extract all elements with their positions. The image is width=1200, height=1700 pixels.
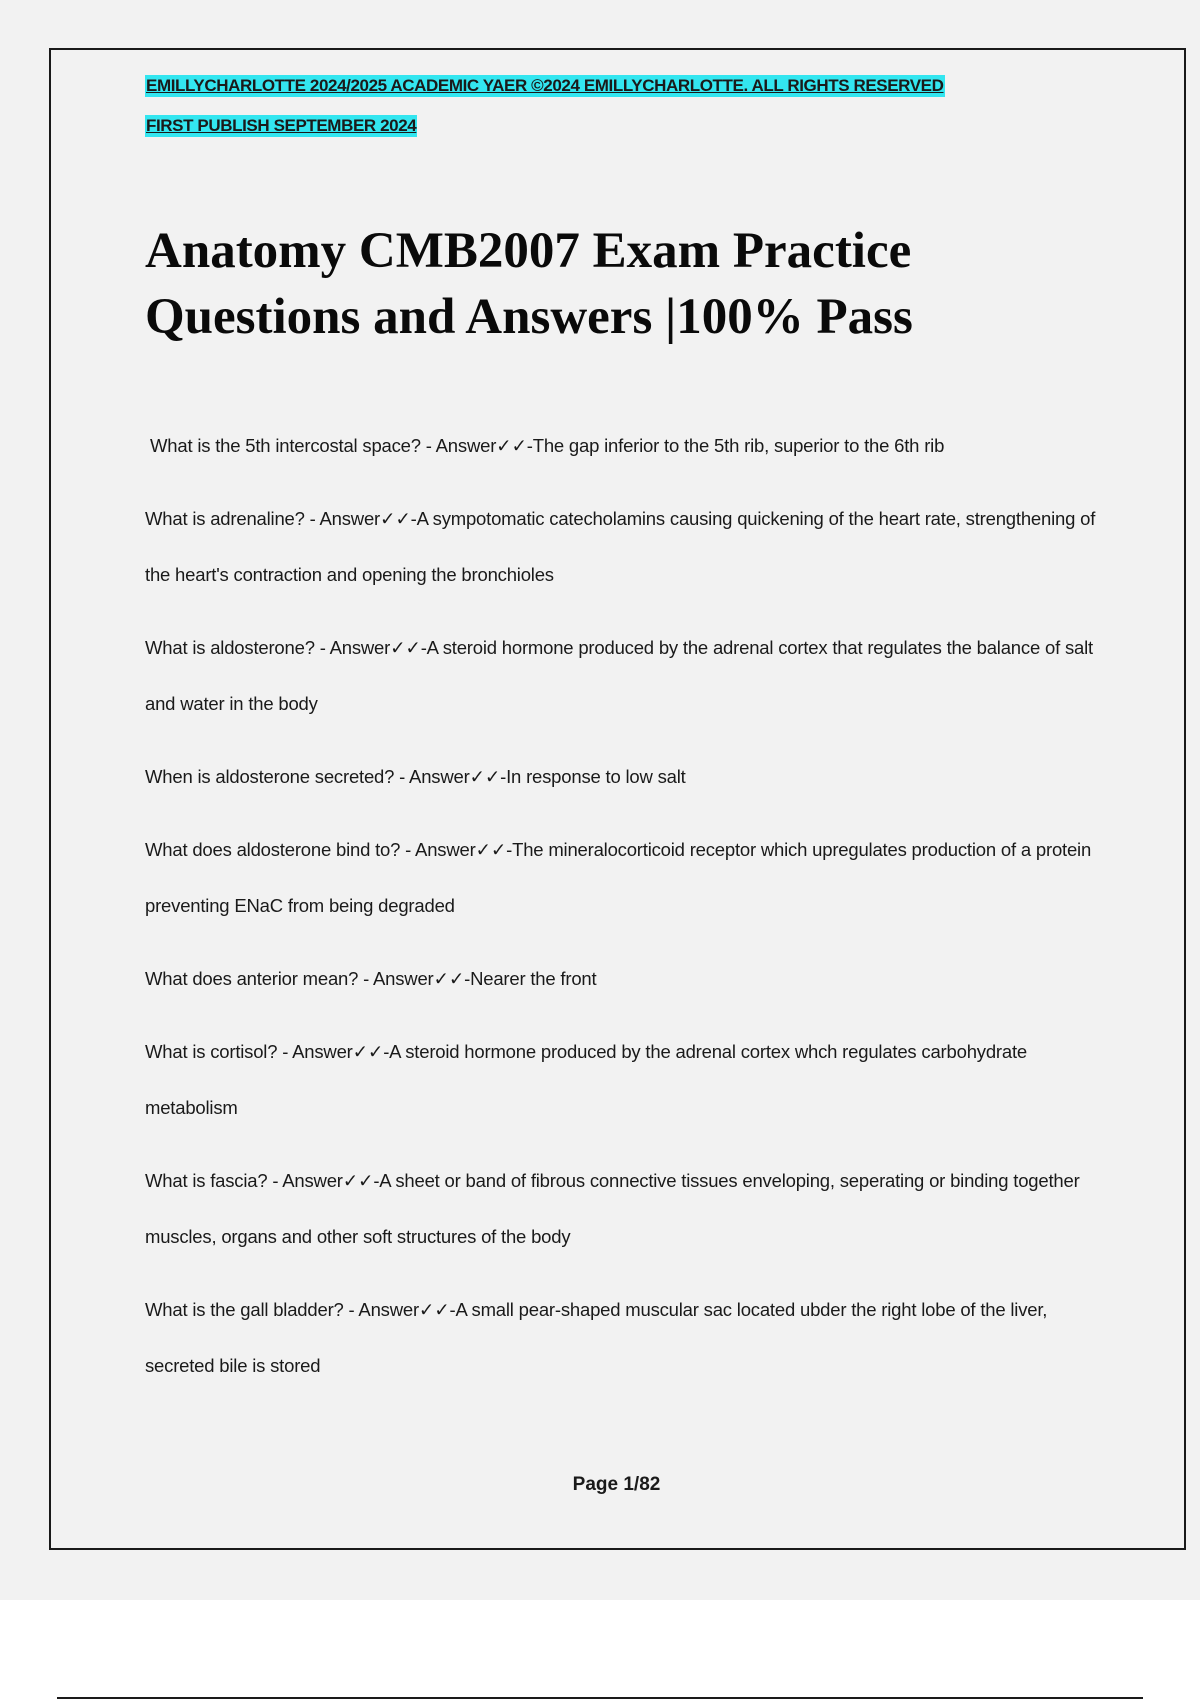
qa-item: What is fascia? - Answer✓✓-A sheet or band of fibrous connective tissues enveloping, seperating or binding together muscles, organs and other soft structures of the body: [145, 1170, 1080, 1247]
qa-list: [145, 418, 1105, 1411]
next-page-divider: [57, 1697, 1143, 1699]
qa-item: What is adrenaline? - Answer✓✓-A sympotomatic catecholamins causing quickening of the heart rate, strengthening of the heart's contraction and opening the bronchioles: [145, 508, 1096, 585]
qa-item: What is the 5th intercostal space? - Answer✓✓-The gap inferior to the 5th rib, superior to the 6th rib: [150, 435, 945, 456]
qa-item: When is aldosterone secreted? - Answer✓✓-In response to low salt: [145, 766, 686, 787]
qa-item: What does anterior mean? - Answer✓✓-Nearer the front: [145, 968, 597, 989]
qa-item: What is cortisol? - Answer✓✓-A steroid hormone produced by the adrenal cortex whch regulates carbohydrate metabolism: [145, 1041, 1028, 1118]
publish-date-header: FIRST PUBLISH SEPTEMBER 2024: [146, 116, 417, 135]
qa-item: What is aldosterone? - Answer✓✓-A steroid hormone produced by the adrenal cortex that regulates the balance of salt and water in the body: [145, 637, 1093, 714]
qa-item: What is the gall bladder? - Answer✓✓-A small pear-shaped muscular sac located ubder the right lobe of the liver, secreted bile is stored: [145, 1299, 1048, 1376]
document-title: Anatomy CMB2007 Exam Practice Questions and Answers |100% Pass: [145, 223, 913, 345]
page-number: Page 1/82: [572, 1474, 661, 1495]
qa-item: What does aldosterone bind to? - Answer✓✓-The mineralocorticoid receptor which upregulates production of a protein preventing ENaC from being degraded: [145, 839, 1092, 916]
copyright-header: EMILLYCHARLOTTE 2024/2025 ACADEMIC YAER ©2024 EMILLYCHARLOTTE. ALL RIGHTS RESERVED: [146, 76, 944, 95]
